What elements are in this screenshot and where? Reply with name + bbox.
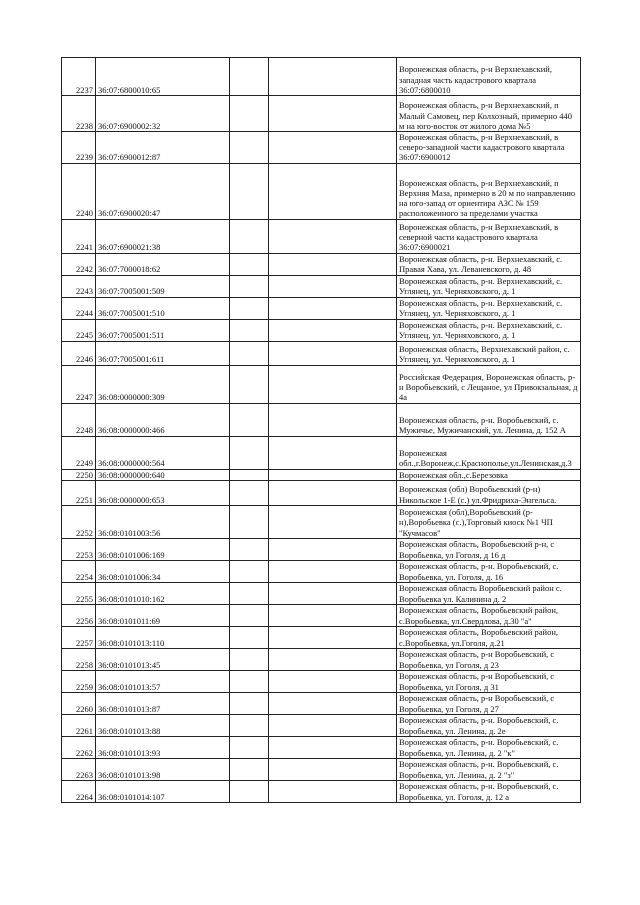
- cadastral-number-cell: 36:08:0101013:87: [96, 692, 230, 714]
- address-cell: Воронежская область, р-н Воробьевский, с Воробьевка, ул Гоголя, д 23: [397, 648, 581, 670]
- table-row: [62, 319, 581, 341]
- address-cell: Воронежская область, р-н. Верхнехавский, с. Углянец, ул. Черняховского, д. 1: [397, 319, 581, 341]
- row-number-cell: 2247: [62, 365, 96, 403]
- empty-cell: [269, 58, 397, 96]
- empty-cell: [230, 604, 269, 626]
- address-cell: Воронежская область, р-н. Верхнехавский, с. Правая Хава, ул. Леваневского, д. 48: [397, 253, 581, 275]
- address-cell: Воронежская область, р-н. Воробьевский, с. Воробьевка, ул. Ленина, д. 2 "к": [397, 736, 581, 758]
- cadastral-number-cell: 36:08:0000000:640: [96, 469, 230, 480]
- address-cell: Воронежская обл.,г.Воронеж,с.Краснополье,ул.Ленинская,д.3: [397, 436, 581, 469]
- table-row: [62, 403, 581, 436]
- table-row: [62, 560, 581, 582]
- address-cell: Воронежская область, Воробьевский р-н, с Воробьевка, ул Гоголя, д 16 д: [397, 538, 581, 560]
- land-registry-table: [61, 57, 581, 803]
- address-cell: Воронежская область, р-н Воробьевский, с Воробьевка, ул Гоголя, д 31: [397, 670, 581, 692]
- row-number-cell: 2257: [62, 626, 96, 648]
- empty-cell: [269, 560, 397, 582]
- empty-cell: [269, 670, 397, 692]
- empty-cell: [269, 480, 397, 505]
- table-row: [62, 505, 581, 538]
- empty-cell: [269, 297, 397, 319]
- cadastral-number-cell: 36:07:7000018:62: [96, 253, 230, 275]
- empty-cell: [230, 560, 269, 582]
- empty-cell: [230, 436, 269, 469]
- table-row: [62, 163, 581, 219]
- row-number-cell: 2256: [62, 604, 96, 626]
- cadastral-number-cell: 36:07:6800010:65: [96, 58, 230, 96]
- empty-cell: [230, 403, 269, 436]
- address-cell: Воронежская область, р-н. Воробьевский, с. Воробьевка, ул. Гоголя, д. 16: [397, 560, 581, 582]
- table-row: [62, 692, 581, 714]
- table-row: [62, 604, 581, 626]
- address-cell: Воронежская область, Воробьевский район, с.Воробьевка, ул.Гоголя, д.21: [397, 626, 581, 648]
- row-number-cell: 2251: [62, 480, 96, 505]
- address-cell: Воронежская (обл) Воробьевский (р-н) Никольское 1-Е (с.) ул.Фридриха-Энгельса.: [397, 480, 581, 505]
- empty-cell: [269, 365, 397, 403]
- cadastral-number-cell: 36:07:6900012:87: [96, 132, 230, 164]
- table-row: [62, 219, 581, 253]
- cadastral-number-cell: 36:08:0101006:169: [96, 538, 230, 560]
- cadastral-number-cell: 36:08:0101013:57: [96, 670, 230, 692]
- empty-cell: [230, 365, 269, 403]
- empty-cell: [269, 780, 397, 802]
- empty-cell: [230, 736, 269, 758]
- cadastral-number-cell: 36:08:0101010:162: [96, 582, 230, 604]
- cadastral-number-cell: 36:07:7005001:511: [96, 319, 230, 341]
- cadastral-number-cell: 36:07:7005001:510: [96, 297, 230, 319]
- address-cell: Воронежская область, р-н. Верхнехавский, с. Углянец, ул. Черняховского, д. 1: [397, 275, 581, 297]
- table-row: [62, 275, 581, 297]
- row-number-cell: 2250: [62, 469, 96, 480]
- empty-cell: [269, 275, 397, 297]
- row-number-cell: 2261: [62, 714, 96, 736]
- table-row: [62, 648, 581, 670]
- empty-cell: [269, 626, 397, 648]
- cadastral-number-cell: 36:08:0000000:309: [96, 365, 230, 403]
- table-row: [62, 253, 581, 275]
- table-row: [62, 582, 581, 604]
- cadastral-number-cell: 36:08:0101006:34: [96, 560, 230, 582]
- address-cell: Воронежская область, р-н Верхнехавский, в северо-западной части кадастрового квартала 36:07:6900012: [397, 132, 581, 164]
- document-page: [61, 57, 580, 803]
- empty-cell: [269, 758, 397, 780]
- cadastral-number-cell: 36:08:0101003:56: [96, 505, 230, 538]
- cadastral-number-cell: 36:07:6900002:32: [96, 96, 230, 132]
- table-body: [62, 58, 581, 803]
- empty-cell: [230, 692, 269, 714]
- empty-cell: [269, 132, 397, 164]
- row-number-cell: 2264: [62, 780, 96, 802]
- address-cell: Воронежская область, р-н. Воробьевский, с. Воробьевка, ул. Ленина, д. 2е: [397, 714, 581, 736]
- empty-cell: [230, 670, 269, 692]
- cadastral-number-cell: 36:08:0101013:45: [96, 648, 230, 670]
- row-number-cell: 2245: [62, 319, 96, 341]
- table-row: [62, 297, 581, 319]
- empty-cell: [230, 469, 269, 480]
- address-cell: Воронежская область, Воробьевский район, с.Воробьевка, ул.Свердлова, д.30 "а": [397, 604, 581, 626]
- address-cell: Воронежская область, р-н. Верхнехавский, с. Углянец, ул. Черняховского, д. 1: [397, 297, 581, 319]
- table-row: [62, 780, 581, 802]
- table-row: [62, 480, 581, 505]
- empty-cell: [230, 58, 269, 96]
- address-cell: Воронежская область, р-н. Воробьевский, с. Мужичье, Мужичанский, ул. Ленина, д. 152 А: [397, 403, 581, 436]
- empty-cell: [269, 163, 397, 219]
- row-number-cell: 2260: [62, 692, 96, 714]
- table-row: [62, 341, 581, 365]
- table-row: [62, 736, 581, 758]
- empty-cell: [269, 96, 397, 132]
- empty-cell: [269, 714, 397, 736]
- row-number-cell: 2258: [62, 648, 96, 670]
- cadastral-number-cell: 36:08:0101011:69: [96, 604, 230, 626]
- empty-cell: [230, 319, 269, 341]
- row-number-cell: 2242: [62, 253, 96, 275]
- table-row: [62, 96, 581, 132]
- row-number-cell: 2254: [62, 560, 96, 582]
- address-cell: Воронежская область, р-н Верхнехавский, п Малый Самовец, пер Колхозный, примерно 440 м на юго-восток от жилого дома №5: [397, 96, 581, 132]
- table-row: [62, 538, 581, 560]
- table-row: [62, 436, 581, 469]
- empty-cell: [269, 253, 397, 275]
- table-row: [62, 469, 581, 480]
- empty-cell: [269, 319, 397, 341]
- cadastral-number-cell: 36:07:6900020:47: [96, 163, 230, 219]
- table-row: [62, 758, 581, 780]
- table-row: [62, 132, 581, 164]
- row-number-cell: 2249: [62, 436, 96, 469]
- address-cell: Воронежская область, Верхнехавский район, с. Углянец, ул. Черняховского, д. 1: [397, 341, 581, 365]
- empty-cell: [269, 219, 397, 253]
- empty-cell: [269, 505, 397, 538]
- row-number-cell: 2262: [62, 736, 96, 758]
- empty-cell: [269, 582, 397, 604]
- cadastral-number-cell: 36:07:7005001:509: [96, 275, 230, 297]
- cadastral-number-cell: 36:08:0000000:564: [96, 436, 230, 469]
- cadastral-number-cell: 36:08:0000000:466: [96, 403, 230, 436]
- empty-cell: [269, 538, 397, 560]
- row-number-cell: 2244: [62, 297, 96, 319]
- address-cell: Воронежская (обл),Воробьевский (р-н),Воробьевка (с.),Торговый киоск №1 ЧП "Кучмасов": [397, 505, 581, 538]
- empty-cell: [230, 275, 269, 297]
- row-number-cell: 2253: [62, 538, 96, 560]
- empty-cell: [230, 538, 269, 560]
- address-cell: Воронежская область, р-н Верхнехавский, в северной части кадастрового квартала 36:07:6900021: [397, 219, 581, 253]
- empty-cell: [230, 714, 269, 736]
- empty-cell: [230, 163, 269, 219]
- row-number-cell: 2243: [62, 275, 96, 297]
- empty-cell: [269, 604, 397, 626]
- empty-cell: [269, 436, 397, 469]
- empty-cell: [230, 648, 269, 670]
- cadastral-number-cell: 36:08:0101013:88: [96, 714, 230, 736]
- empty-cell: [230, 96, 269, 132]
- empty-cell: [230, 626, 269, 648]
- empty-cell: [269, 692, 397, 714]
- empty-cell: [269, 403, 397, 436]
- address-cell: Воронежская область, р-н Верхнехавский, п Верхняя Маза, примерно в 20 м по направлению на юго-запад от ориентира АЗС № 159 расположенного за пределами участка: [397, 163, 581, 219]
- cadastral-number-cell: 36:07:6900021:38: [96, 219, 230, 253]
- address-cell: Воронежская область Воробьевский район с. Воробьевка ул. Калинина д. 2: [397, 582, 581, 604]
- cadastral-number-cell: 36:08:0101014:107: [96, 780, 230, 802]
- cadastral-number-cell: 36:08:0101013:93: [96, 736, 230, 758]
- empty-cell: [230, 341, 269, 365]
- address-cell: Российская Федерация, Воронежская область, р-н Воробьевский, с Лещаное, ул Привокзальная, д 4а: [397, 365, 581, 403]
- address-cell: Воронежская обл.,с.Березовка: [397, 469, 581, 480]
- empty-cell: [269, 341, 397, 365]
- row-number-cell: 2263: [62, 758, 96, 780]
- table-row: [62, 670, 581, 692]
- empty-cell: [230, 780, 269, 802]
- row-number-cell: 2238: [62, 96, 96, 132]
- row-number-cell: 2259: [62, 670, 96, 692]
- row-number-cell: 2241: [62, 219, 96, 253]
- table-row: [62, 58, 581, 96]
- row-number-cell: 2255: [62, 582, 96, 604]
- empty-cell: [269, 648, 397, 670]
- empty-cell: [269, 736, 397, 758]
- empty-cell: [269, 469, 397, 480]
- empty-cell: [230, 505, 269, 538]
- row-number-cell: 2240: [62, 163, 96, 219]
- table-row: [62, 626, 581, 648]
- empty-cell: [230, 297, 269, 319]
- empty-cell: [230, 132, 269, 164]
- cadastral-number-cell: 36:07:7005001:611: [96, 341, 230, 365]
- row-number-cell: 2239: [62, 132, 96, 164]
- empty-cell: [230, 219, 269, 253]
- row-number-cell: 2246: [62, 341, 96, 365]
- address-cell: Воронежская область, р-н Верхнехавский, западная часть кадастрового квартала 36:07:6800010: [397, 58, 581, 96]
- cadastral-number-cell: 36:08:0000000:653: [96, 480, 230, 505]
- empty-cell: [230, 582, 269, 604]
- table-row: [62, 714, 581, 736]
- table-row: [62, 365, 581, 403]
- address-cell: Воронежская область, р-н. Воробьевский, с. Воробьевка, ул. Ленина, д. 2 "з": [397, 758, 581, 780]
- row-number-cell: 2248: [62, 403, 96, 436]
- row-number-cell: 2237: [62, 58, 96, 96]
- cadastral-number-cell: 36:08:0101013:110: [96, 626, 230, 648]
- row-number-cell: 2252: [62, 505, 96, 538]
- address-cell: Воронежская область, р-н Воробьевский, с Воробьевка, ул Гоголя, д 27: [397, 692, 581, 714]
- address-cell: Воронежская область, р-н. Воробьевский, с. Воробьевка, ул. Гоголя, д. 12 а: [397, 780, 581, 802]
- empty-cell: [230, 253, 269, 275]
- cadastral-number-cell: 36:08:0101013:98: [96, 758, 230, 780]
- empty-cell: [230, 758, 269, 780]
- empty-cell: [230, 480, 269, 505]
